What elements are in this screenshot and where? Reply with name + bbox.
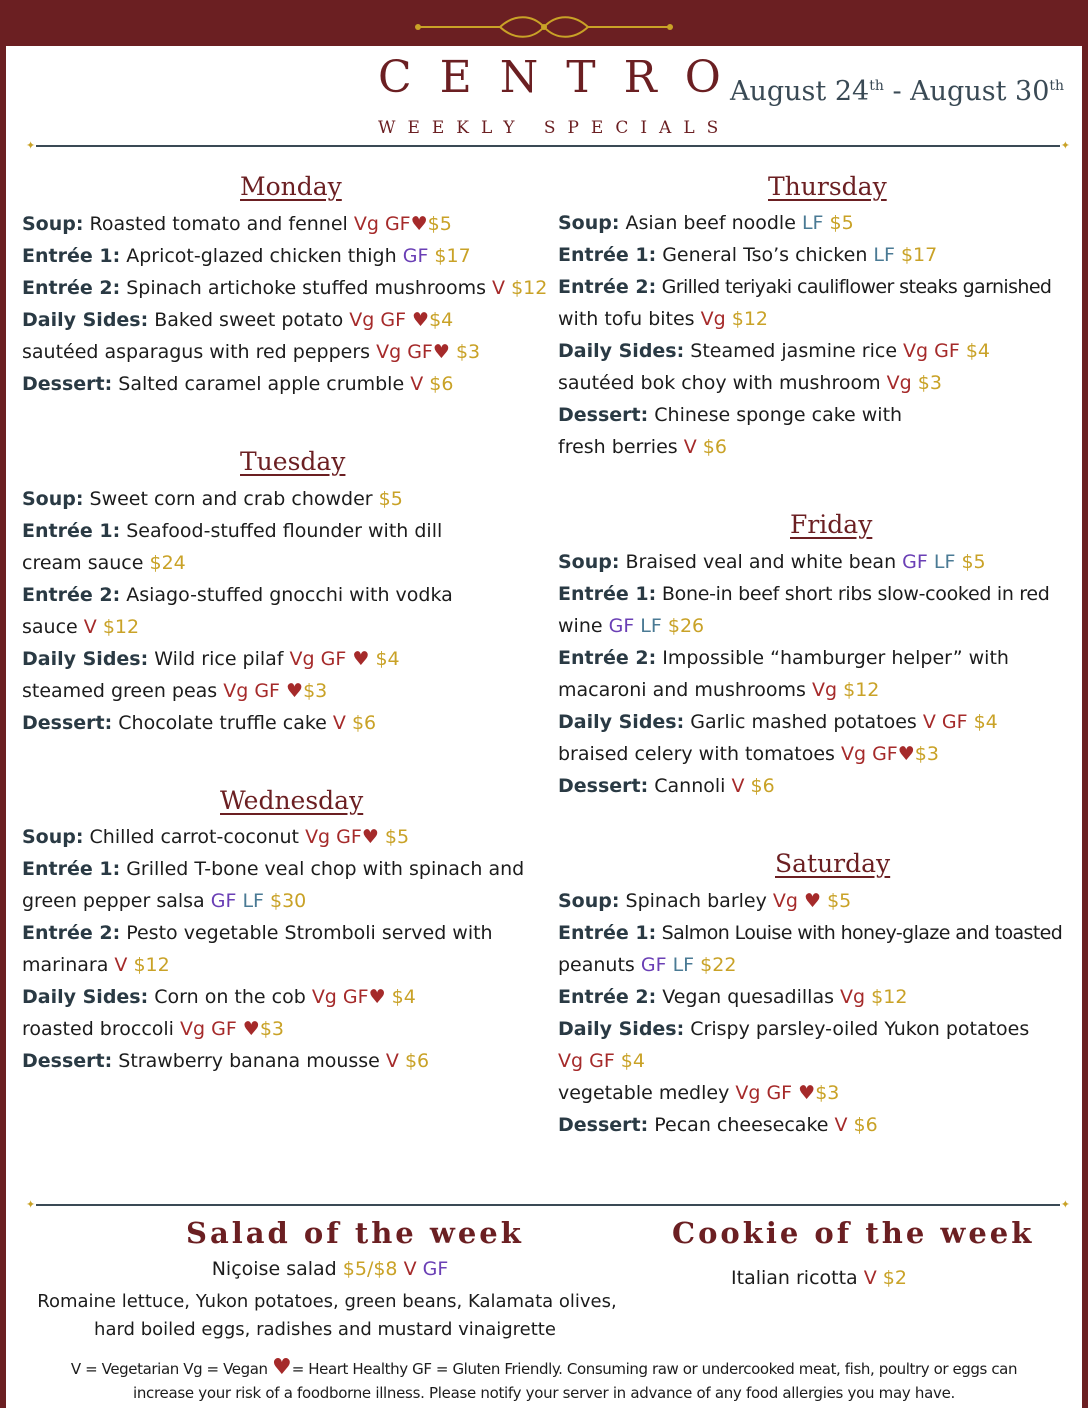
menu-item-soup: Soup: Sweet corn and crab chowder $5 [22,488,403,510]
heart-icon: ♥ [361,826,379,848]
menu-item-side: braised celery with tomatoes Vg GF♥$3 [558,743,939,765]
day-heading-monday: Monday [240,172,342,201]
menu-item-side: vegetable medley Vg GF ♥$3 [558,1082,840,1104]
menu-item-entree-2-cont: sauce V $12 [22,616,140,638]
menu-item-entree-2: Entrée 2: Grilled teriyaki cauliflower steaks garnished [558,276,1052,298]
menu-item-entree-1-cont: green pepper salsa GF LF $30 [22,890,307,912]
page-title: CENTRO [378,52,749,103]
menu-item-entree-1-cont: peanuts GF LF $22 [558,954,737,976]
menu-item-entree-1: Entrée 1: General Tso’s chicken LF $17 [558,244,938,266]
menu-item-soup: Soup: Asian beef noodle LF $5 [558,212,854,234]
menu-item-soup: Soup: Chilled carrot-coconut Vg GF♥ $5 [22,826,410,848]
menu-item-entree-1: Entrée 1: Apricot-glazed chicken thigh GF $17 [22,245,471,267]
menu-item-daily-sides: Daily Sides: Corn on the cob Vg GF♥ $4 [22,986,416,1008]
menu-item-entree-1-cont: cream sauce $24 [22,552,186,574]
heart-icon: ♥ [352,648,370,670]
menu-item-entree-1: Entrée 1: Salmon Louise with honey-glaze and toasted [558,922,1063,944]
menu-item-entree-2: Entrée 2: Spinach artichoke stuffed mushrooms V $12 [22,277,548,299]
bottom-divider [26,1199,1070,1211]
menu-item-entree-2-cont: with tofu bites Vg $12 [558,308,768,330]
menu-item-daily-sides: Daily Sides: Garlic mashed potatoes V GF $4 [558,711,998,733]
menu-item-dessert: Dessert: Chinese sponge cake with [558,404,903,426]
menu-item-entree-1: Entrée 1: Grilled T-bone veal chop with spinach and [22,858,525,880]
cookie-name: Italian ricotta V $2 [731,1267,907,1289]
heart-icon: ♥ [798,1082,816,1104]
menu-item-daily-sides: Daily Sides: Crispy parsley-oiled Yukon potatoes [558,1018,1030,1040]
menu-item-soup: Soup: Roasted tomato and fennel Vg GF♥$5 [22,213,452,235]
menu-item-dessert-cont: fresh berries V $6 [558,436,727,458]
page-subtitle: WEEKLY SPECIALS [378,118,731,138]
menu-item-dessert: Dessert: Chocolate truffle cake V $6 [22,712,377,734]
menu-item-entree-2-cont: macaroni and mushrooms Vg $12 [558,679,880,701]
day-heading-saturday: Saturday [775,849,891,878]
legend-footnote: V = Vegetarian Vg = Vegan ♥= Heart Healthy GF = Gluten Friendly. Consuming raw or undercooked meat, fish, poultry or eggs can increase your risk of a foodborne illness. Please notify your server in advance of any food allergies you may have. [70,1355,1018,1402]
heart-icon: ♥ [272,1355,292,1380]
salad-title: Salad of the week [186,1216,524,1250]
menu-item-daily-sides-cont: Vg GF $4 [558,1050,645,1072]
menu-item-daily-sides: Daily Sides: Steamed jasmine rice Vg GF $4 [558,340,991,362]
menu-item-side: sautéed bok choy with mushroom Vg $3 [558,372,942,394]
menu-item-entree-2-cont: marinara V $12 [22,954,170,976]
star-icon: ✦ [1060,139,1070,152]
menu-item-dessert: Dessert: Pecan cheesecake V $6 [558,1114,878,1136]
salad-name: Niçoise salad $5/$8 V GF [211,1258,449,1280]
menu-item-dessert: Dessert: Salted caramel apple crumble V $6 [22,373,454,395]
menu-item-daily-sides: Daily Sides: Wild rice pilaf Vg GF ♥ $4 [22,648,400,670]
menu-item-soup: Soup: Braised veal and white bean GF LF $5 [558,551,986,573]
heart-icon: ♥ [432,341,450,363]
day-heading-tuesday: Tuesday [240,447,346,476]
salad-description: Romaine lettuce, Yukon potatoes, green beans, Kalamata olives, [37,1291,617,1312]
cookie-title: Cookie of the week [672,1216,1035,1250]
day-heading-friday: Friday [790,510,873,539]
heart-icon: ♥ [410,213,428,235]
menu-item-side: steamed green peas Vg GF ♥$3 [22,680,328,702]
heart-icon: ♥ [368,986,386,1008]
star-icon: ✦ [26,1198,36,1211]
menu-item-entree-2: Entrée 2: Impossible “hamburger helper” with [558,647,1009,669]
menu-item-dessert: Dessert: Cannoli V $6 [558,775,775,797]
star-icon: ✦ [26,139,36,152]
flourish-ornament-icon [414,10,674,44]
day-heading-wednesday: Wednesday [220,786,364,815]
heart-icon: ♥ [286,680,304,702]
menu-item-entree-1: Entrée 1: Seafood-stuffed flounder with dill [22,520,443,542]
heart-icon: ♥ [412,309,430,331]
menu-item-entree-2: Entrée 2: Pesto vegetable Stromboli served with [22,922,493,944]
salad-description-2: hard boiled eggs, radishes and mustard vinaigrette [94,1319,556,1340]
date-range: August 24th - August 30th [730,76,1065,107]
menu-item-entree-1-cont: wine GF LF $26 [558,615,705,637]
menu-item-entree-2: Entrée 2: Asiago-stuffed gnocchi with vodka [22,584,453,606]
menu-item-side: sautéed asparagus with red peppers Vg GF♥ $3 [22,341,481,363]
menu-item-entree-1: Entrée 1: Bone-in beef short ribs slow-cooked in red [558,583,1050,605]
menu-item-side: roasted broccoli Vg GF ♥$3 [22,1018,285,1040]
heart-icon: ♥ [242,1018,260,1040]
heart-icon: ♥ [804,890,822,912]
star-icon: ✦ [1060,1198,1070,1211]
menu-item-entree-2: Entrée 2: Vegan quesadillas Vg $12 [558,986,908,1008]
menu-item-dessert: Dessert: Strawberry banana mousse V $6 [22,1050,430,1072]
menu-item-daily-sides: Daily Sides: Baked sweet potato Vg GF ♥$4 [22,309,454,331]
heart-icon: ♥ [897,743,915,765]
menu-item-soup: Soup: Spinach barley Vg ♥ $5 [558,890,852,912]
day-heading-thursday: Thursday [768,172,887,201]
top-divider [26,140,1070,152]
